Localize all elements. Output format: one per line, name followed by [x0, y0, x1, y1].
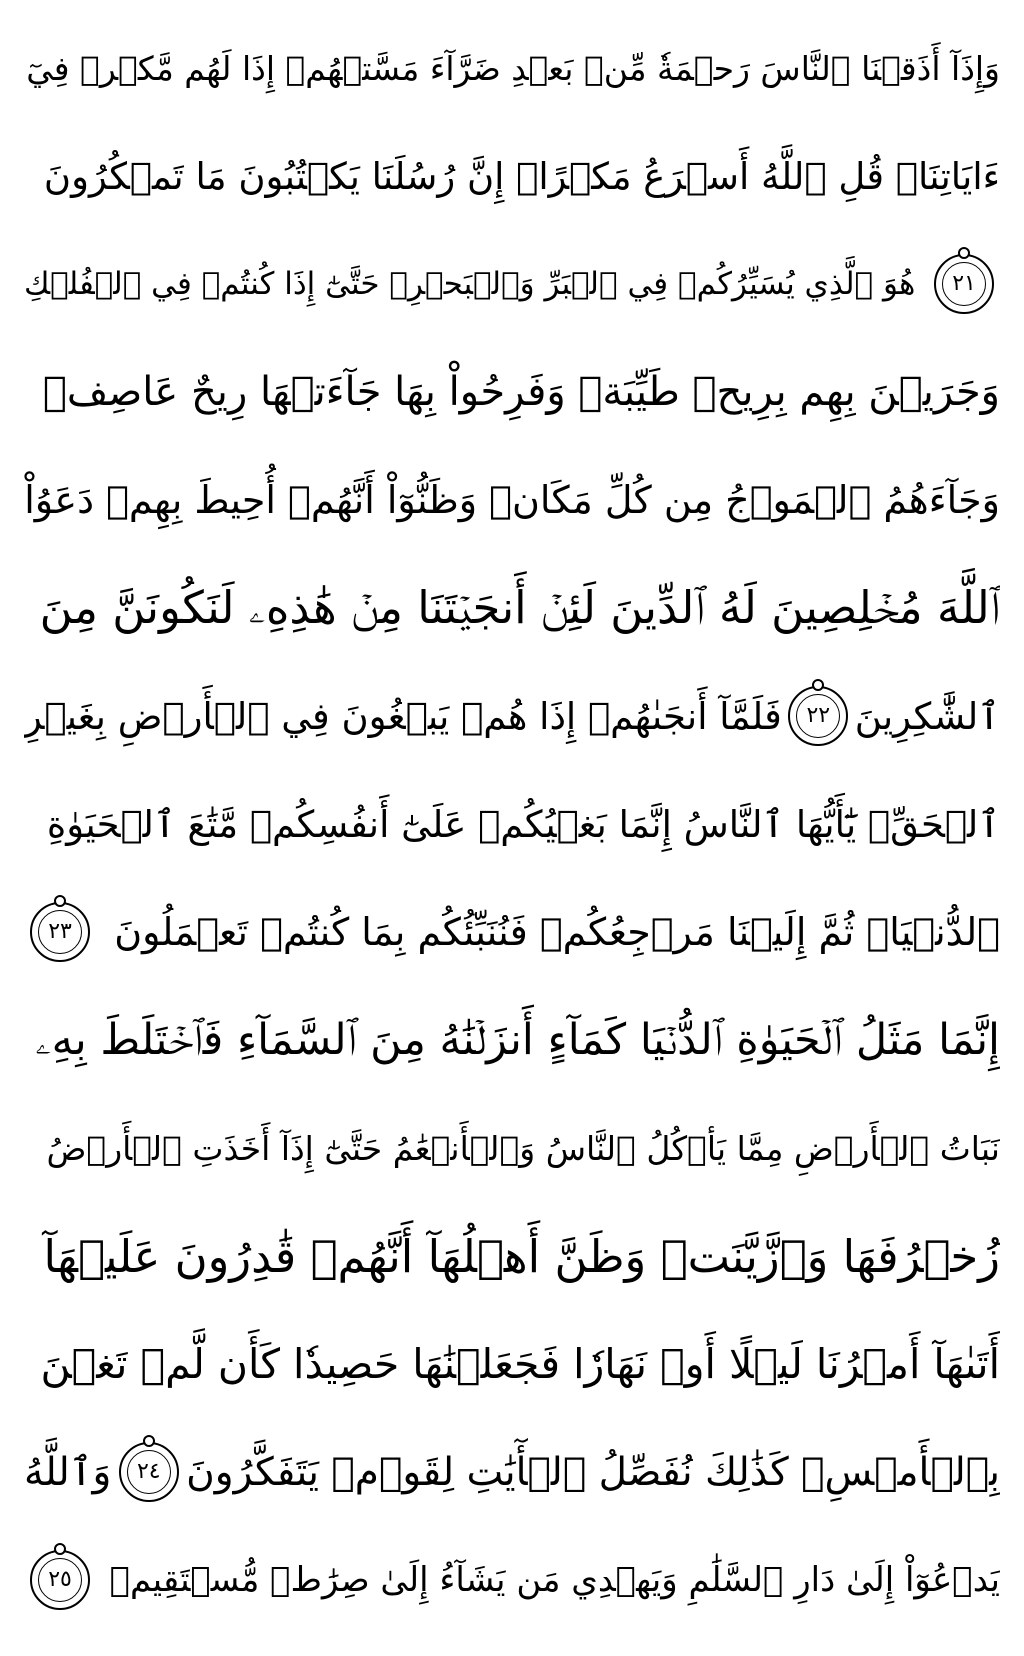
text-line	[24, 338, 1000, 446]
ayah-end-marker	[30, 902, 90, 962]
text-line	[24, 986, 1000, 1094]
line-text: ٱلۡحَقِّۗ يَٰٓأَيُّهَا ٱلنَّاسُ إِنَّمَا بَغۡيُكُمۡ عَلَىٰٓ أَنفُسِكُمۖ مَّتَٰعَ ٱلۡحَيَوٰةِ	[46, 802, 1000, 846]
text-line	[24, 554, 1000, 662]
text-line	[24, 1094, 1000, 1202]
text-line	[24, 1310, 1000, 1418]
line-text: إِنَّمَا مَثَلُ ٱلۡحَيَوٰةِ ٱلدُّنۡيَا كَمَآءٍ أَنزَلۡنَٰهُ مِنَ ٱلسَّمَآءِ فَٱخۡتَلَطَ بِهِۦ	[35, 1015, 1000, 1065]
ayah-end-marker	[788, 686, 848, 746]
text-line	[24, 770, 1000, 878]
text-line	[24, 14, 1000, 122]
ayah-number: ٢٤	[136, 1459, 161, 1484]
line-text: بِٱلۡأَمۡسِۚ كَذَٰلِكَ نُفَصِّلُ ٱلۡأٓيَٰتِ لِقَوۡمٖ يَتَفَكَّرُونَ	[186, 1449, 1000, 1495]
line-text: وَجَرَيۡنَ بِهِم بِرِيحٖ طَيِّبَةٖ وَفَرِحُواْ بِهَا جَآءَتۡهَا رِيحٌ عَاصِفٞ	[42, 369, 1000, 415]
text-line	[24, 878, 1000, 986]
quran-text-block	[24, 14, 1000, 1634]
text-line	[24, 1202, 1000, 1310]
ayah-number: ٢٢	[806, 703, 831, 728]
line-text: وَٱللَّهُ	[24, 1449, 112, 1495]
text-line	[24, 230, 1000, 338]
line-text: ءَايَاتِنَاۚ قُلِ ٱللَّهُ أَسۡرَعُ مَكۡرًاۚ إِنَّ رُسُلَنَا يَكۡتُبُونَ مَا تَمۡكُرُونَ	[43, 154, 1000, 198]
ayah-number: ٢٥	[48, 1567, 72, 1592]
line-text: أَتَىٰهَآ أَمۡرُنَا لَيۡلًا أَوۡ نَهَارٗا فَجَعَلۡنَٰهَا حَصِيدٗا كَأَن لَّمۡ تَغۡنَ	[40, 1340, 1000, 1388]
ayah-number: ٢٣	[48, 919, 72, 944]
line-text: نَبَاتُ ٱلۡأَرۡضِ مِمَّا يَأۡكُلُ ٱلنَّاسُ وَٱلۡأَنۡعَٰمُ حَتَّىٰٓ إِذَآ أَخَذَتِ ٱلۡأَرۡضُ	[46, 1128, 1000, 1168]
text-line	[24, 122, 1000, 230]
line-text: ٱلشَّٰكِرِينَ	[854, 694, 1000, 738]
ayah-end-marker	[119, 1442, 179, 1502]
line-text: ٱلدُّنۡيَاۖ ثُمَّ إِلَيۡنَا مَرۡجِعُكُمۡ فَنُنَبِّئُكُم بِمَا كُنتُمۡ تَعۡمَلُونَ	[114, 910, 1000, 954]
line-text: فَلَمَّآ أَنجَىٰهُمۡ إِذَا هُمۡ يَبۡغُونَ فِي ٱلۡأَرۡضِ بِغَيۡرِ	[24, 694, 782, 738]
line-text: ٱللَّهَ مُخۡلِصِينَ لَهُ ٱلدِّينَ لَئِنۡ أَنجَيۡتَنَا مِنۡ هَٰذِهِۦ لَنَكُونَنَّ مِنَ	[39, 581, 1000, 634]
ayah-end-marker	[934, 254, 994, 314]
line-text: هُوَ ٱلَّذِي يُسَيِّرُكُمۡ فِي ٱلۡبَرِّ وَٱلۡبَحۡرِۖ حَتَّىٰٓ إِذَا كُنتُمۡ فِي ٱلۡفُلۡكِ	[24, 266, 916, 302]
line-text: يَدۡعُوٓاْ إِلَىٰ دَارِ ٱلسَّلَٰمِ وَيَهۡدِي مَن يَشَآءُ إِلَىٰ صِرَٰطٖ مُّسۡتَقِيمٖ	[109, 1560, 1000, 1600]
line-text: وَجَآءَهُمُ ٱلۡمَوۡجُ مِن كُلِّ مَكَانٖ وَظَنُّوٓاْ أَنَّهُمۡ أُحِيطَ بِهِمۡ دَعَوُاْ	[24, 478, 1000, 522]
text-line	[24, 1526, 1000, 1634]
text-line	[24, 446, 1000, 554]
line-text: وَإِذَآ أَذَقۡنَا ٱلنَّاسَ رَحۡمَةٗ مِّنۢ بَعۡدِ ضَرَّآءَ مَسَّتۡهُمۡ إِذَا لَهُم مَّكۡرٞ فِيٓ	[26, 48, 1000, 88]
text-line	[24, 1418, 1000, 1526]
ayah-number: ٢١	[952, 271, 976, 296]
line-text: زُخۡرُفَهَا وَٱزَّيَّنَتۡ وَظَنَّ أَهۡلُهَآ أَنَّهُمۡ قَٰدِرُونَ عَلَيۡهَآ	[43, 1229, 1000, 1283]
ayah-end-marker	[30, 1550, 90, 1610]
text-line	[24, 662, 1000, 770]
